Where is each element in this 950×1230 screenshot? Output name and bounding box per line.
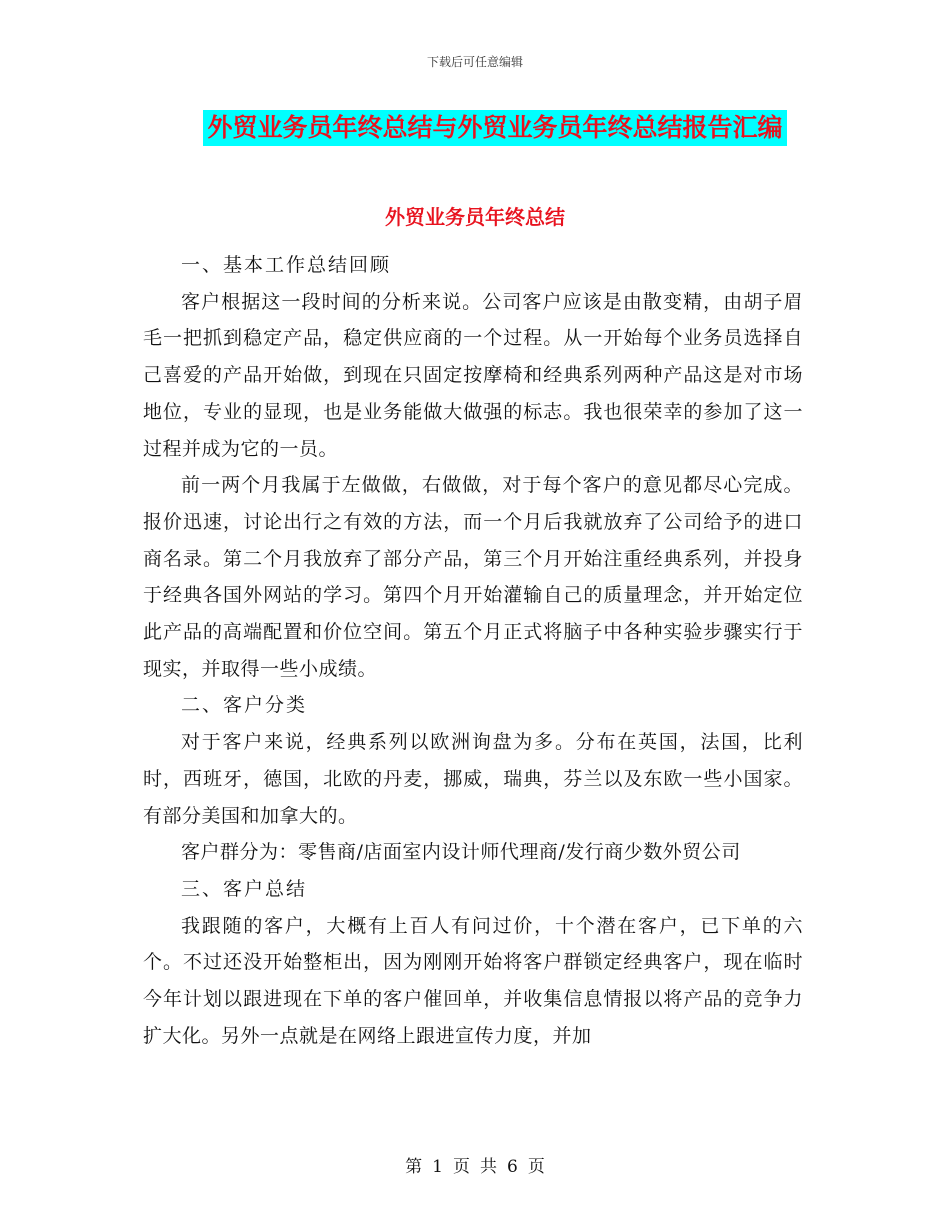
body-paragraph: 我跟随的客户，大概有上百人有问过价，十个潜在客户，已下单的六个。不过还没开始整柜出，因为刚刚开始将客户群锁定经典客户，现在临时今年计划以跟进现在下单的客户催回单，并收集信息情报以将产品的竞争力扩大化。另外一点就是在网络上跟进宣传力度，并加 [143, 914, 803, 1047]
section-heading-1: 一、基本工作总结回顾 [181, 254, 392, 276]
total-pages: 6 [507, 1157, 518, 1177]
section-heading-3: 三、客户总结 [181, 877, 308, 900]
main-title: 外贸业务员年终总结与外贸业务员年终总结报告汇编 [203, 110, 786, 146]
footer-mid2: 共 [480, 1157, 497, 1177]
header-note: 下载后可任意编辑 [426, 55, 523, 69]
main-title-wrap [0, 110, 950, 146]
section-heading-2: 二、客户分类 [181, 694, 308, 717]
footer-mid1: 页 [453, 1157, 470, 1177]
footer-suffix: 页 [527, 1157, 545, 1177]
footer-prefix: 第 [405, 1157, 423, 1177]
body-paragraph: 客户根据这一段时间的分析来说。公司客户应该是由散变精，由胡子眉毛一把抓到稳定产品，稳定供应商的一个过程。从一开始每个业务员选择自己喜爱的产品开始做，到现在只固定按摩椅和经典系列两种产品这是对市场地位，专业的显现，也是业务能做大做强的标志。我也很荣幸的参加了这一过程并成为它的一员。 [143, 290, 803, 460]
body-paragraph: 客户群分为：零售商/店面室内设计师代理商/发行商少数外贸公司 [181, 841, 741, 864]
page-number: 1 [432, 1157, 443, 1177]
document-body [143, 247, 803, 1054]
section-title: 外贸业务员年终总结 [385, 205, 565, 229]
page-footer [0, 1152, 950, 1177]
body-paragraph: 前一两个月我属于左做做，右做做，对于每个客户的意见都尽心完成。报价迅速，讨论出行之有效的方法，而一个月后我就放弃了公司给予的进口商名录。第二个月我放弃了部分产品，第三个月开始注重经典系列，并投身于经典各国外网站的学习。第四个月开始灌输自己的质量理念，并开始定位此产品的高端配置和价位空间。第五个月正式将脑子中各种实验步骤实行于现实，并取得一些小成绩。 [143, 474, 803, 680]
body-paragraph: 对于客户来说，经典系列以欧洲询盘为多。分布在英国，法国，比利时，西班牙，德国，北欧的丹麦，挪威，瑞典，芬兰以及东欧一些小国家。有部分美国和加拿大的。 [143, 731, 803, 827]
